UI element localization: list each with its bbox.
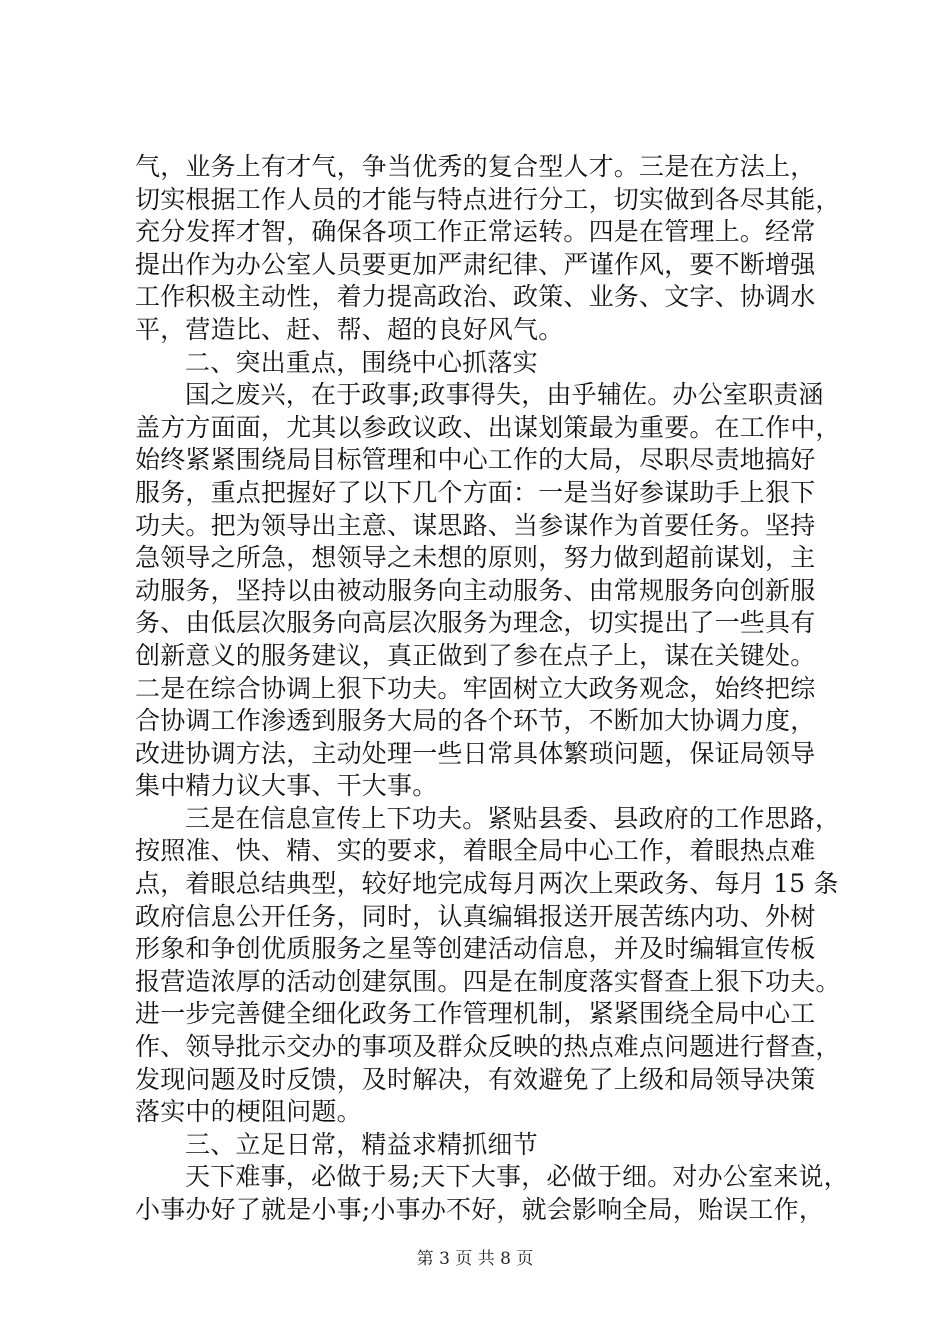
text-line: 作、领导批示交办的事项及群众反映的热点难点问题进行督查， (135, 1032, 841, 1062)
text-line: 盖方方面面，尤其以参政议政、出谋划策最为重要。在工作中， (135, 412, 841, 442)
text-line: 平，营造比、赶、帮、超的良好风气。 (135, 314, 564, 344)
text-line: 提出作为办公室人员要更加严肃纪律、严谨作风，要不断增强 (135, 249, 816, 279)
text-line: 报营造浓厚的活动创建氛围。四是在制度落实督查上狠下功夫。 (135, 966, 841, 996)
text-line: 国之废兴，在于政事;政事得失，由乎辅佐。办公室职责涵 (185, 380, 824, 410)
text-line: 按照准、快、精、实的要求，着眼全局中心工作，着眼热点难 (135, 836, 816, 866)
text-line: 天下难事，必做于易;天下大事，必做于细。对办公室来说， (185, 1162, 849, 1192)
text-line: 充分发挥才智，确保各项工作正常运转。四是在管理上。经常 (135, 217, 816, 247)
text-line: 集中精力议大事、干大事。 (135, 771, 438, 801)
text-line: 动服务，坚持以由被动服务向主动服务、由常规服务向创新服 (135, 575, 816, 605)
text-line: 三、立足日常，精益求精抓细节 (185, 1129, 538, 1159)
text-line: 合协调工作渗透到服务大局的各个环节，不断加大协调力度， (135, 706, 816, 736)
text-line: 急领导之所急，想领导之未想的原则，努力做到超前谋划，主 (135, 543, 816, 573)
text-line: 形象和争创优质服务之星等创建活动信息，并及时编辑宣传板 (135, 934, 816, 964)
text-line: 始终紧紧围绕局目标管理和中心工作的大局，尽职尽责地搞好 (135, 445, 816, 475)
text-line: 小事办好了就是小事;小事办不好，就会影响全局，贻误工作， (135, 1195, 825, 1224)
text-line: 务、由低层次服务向高层次服务为理念，切实提出了一些具有 (135, 608, 816, 638)
text-line: 二是在综合协调上狠下功夫。牢固树立大政务观念，始终把综 (135, 673, 816, 703)
text-line: 气，业务上有才气，争当优秀的复合型人才。三是在方法上， (135, 152, 816, 181)
text-line: 政府信息公开任务，同时，认真编辑报送开展苦练内功、外树 (135, 901, 816, 931)
text-line: 改进协调方法，主动处理一些日常具体繁琐问题，保证局领导 (135, 738, 816, 768)
text-line: 服务，重点把握好了以下几个方面：一是当好参谋助手上狠下 (135, 477, 816, 507)
text-line: 切实根据工作人员的才能与特点进行分工，切实做到各尽其能， (135, 184, 841, 214)
text-line: 创新意义的服务建议，真正做到了参在点子上，谋在关键处。 (135, 640, 816, 670)
text-line: 落实中的梗阻问题。 (135, 1097, 362, 1127)
document-body (135, 151, 849, 1227)
page-number-footer: 第 3 页 共 8 页 (416, 1249, 534, 1269)
text-line: 工作积极主动性，着力提高政治、政策、业务、文字、协调水 (135, 282, 816, 312)
text-line: 三是在信息宣传上下功夫。紧贴县委、县政府的工作思路， (185, 803, 841, 833)
text-line: 进一步完善健全细化政务工作管理机制，紧紧围绕全局中心工 (135, 999, 816, 1029)
text-line: 点，着眼总结典型，较好地完成每月两次上栗政务、每月 15 条 (135, 869, 839, 899)
text-line: 二、突出重点，围绕中心抓落实 (185, 347, 538, 377)
text-line: 发现问题及时反馈，及时解决，有效避免了上级和局领导决策 (135, 1064, 816, 1094)
text-line: 功夫。把为领导出主意、谋思路、当参谋作为首要任务。坚持 (135, 510, 816, 540)
